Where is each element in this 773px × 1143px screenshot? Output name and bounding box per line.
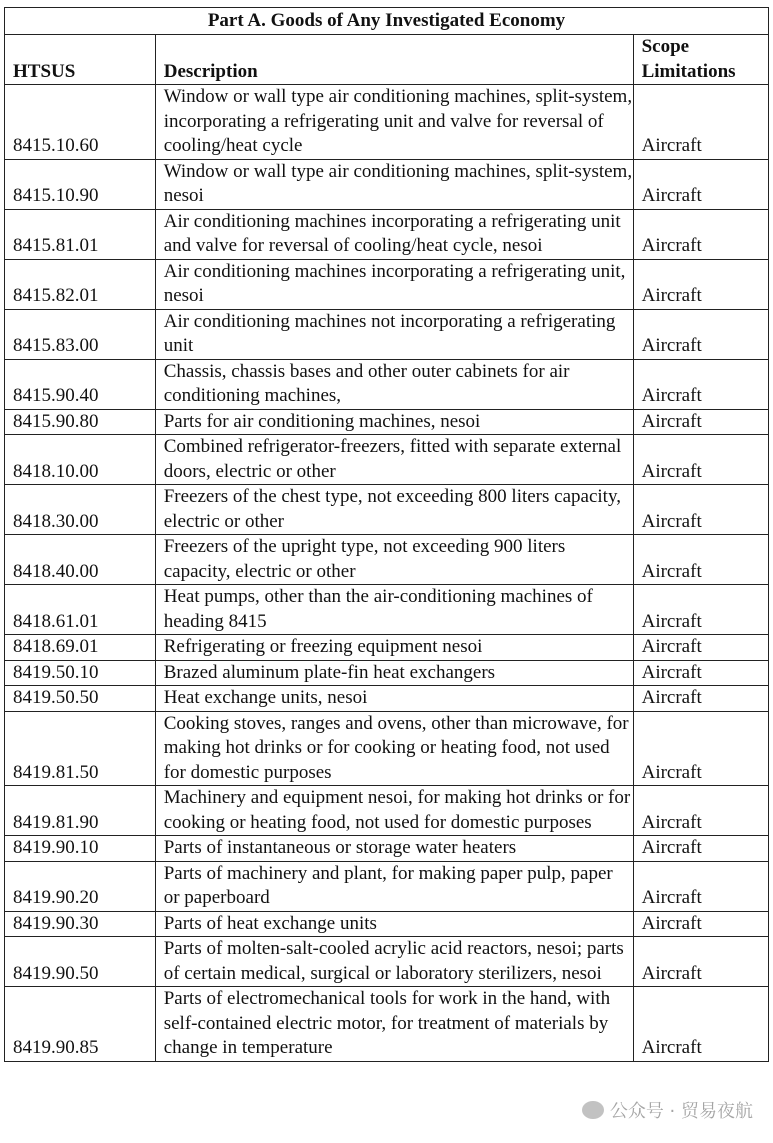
wechat-icon (582, 1101, 604, 1119)
table-row (5, 987, 769, 1062)
description-cell: Air conditioning machines not incorporating a refrigerating unit (155, 309, 633, 359)
table-row (5, 159, 769, 209)
scope-limitation-cell: Aircraft (633, 786, 768, 836)
scope-limitation-cell: Aircraft (633, 635, 768, 661)
table-row (5, 259, 769, 309)
htsus-code-cell: 8419.90.10 (5, 836, 156, 862)
table-row (5, 409, 769, 435)
description-cell: Parts of machinery and plant, for making paper pulp, paper or paperboard (155, 861, 633, 911)
watermark (582, 1097, 753, 1123)
htsus-code-cell: 8419.50.10 (5, 660, 156, 686)
htsus-code-cell: 8419.81.90 (5, 786, 156, 836)
header-scope-limitations: Scope Limitations (633, 35, 768, 85)
scope-limitation-cell: Aircraft (633, 309, 768, 359)
htsus-code-cell: 8415.81.01 (5, 209, 156, 259)
htsus-code-cell: 8419.90.85 (5, 987, 156, 1062)
htsus-code-cell: 8415.90.40 (5, 359, 156, 409)
description-cell: Parts of electromechanical tools for work in the hand, with self-contained electric motor, for treatment of materials by change in temperature (155, 987, 633, 1062)
header-htsus: HTSUS (5, 35, 156, 85)
table-row (5, 359, 769, 409)
description-cell: Machinery and equipment nesoi, for making hot drinks or for cooking or heating food, not used for domestic purposes (155, 786, 633, 836)
description-cell: Refrigerating or freezing equipment nesoi (155, 635, 633, 661)
scope-limitation-cell: Aircraft (633, 209, 768, 259)
scope-limitation-cell: Aircraft (633, 435, 768, 485)
description-cell: Parts of instantaneous or storage water heaters (155, 836, 633, 862)
table-row (5, 585, 769, 635)
description-cell: Heat exchange units, nesoi (155, 686, 633, 712)
htsus-code-cell: 8415.10.90 (5, 159, 156, 209)
description-cell: Parts of molten-salt-cooled acrylic acid reactors, nesoi; parts of certain medical, surgical or laboratory sterilizers, nesoi (155, 937, 633, 987)
htsus-code-cell: 8418.69.01 (5, 635, 156, 661)
watermark-text: 公众号 · 贸易夜航 (609, 1101, 753, 1122)
table-body (5, 85, 769, 1062)
description-cell: Freezers of the upright type, not exceeding 900 liters capacity, electric or other (155, 535, 633, 585)
htsus-code-cell: 8419.90.20 (5, 861, 156, 911)
description-cell: Brazed aluminum plate-fin heat exchangers (155, 660, 633, 686)
description-cell: Chassis, chassis bases and other outer cabinets for air conditioning machines, (155, 359, 633, 409)
description-cell: Air conditioning machines incorporating a refrigerating unit, nesoi (155, 259, 633, 309)
htsus-code-cell: 8418.30.00 (5, 485, 156, 535)
scope-limitation-cell: Aircraft (633, 660, 768, 686)
table-row (5, 861, 769, 911)
scope-limitation-cell: Aircraft (633, 409, 768, 435)
scope-limitation-cell: Aircraft (633, 987, 768, 1062)
description-cell: Freezers of the chest type, not exceeding 800 liters capacity, electric or other (155, 485, 633, 535)
htsus-code-cell: 8415.83.00 (5, 309, 156, 359)
table-row (5, 911, 769, 937)
description-cell: Window or wall type air conditioning machines, split-system, incorporating a refrigerating unit and valve for reversal of cooling/heat cycle (155, 85, 633, 160)
table-row (5, 535, 769, 585)
table-title: Part A. Goods of Any Investigated Economy (5, 8, 769, 35)
scope-limitation-cell: Aircraft (633, 85, 768, 160)
htsus-code-cell: 8418.40.00 (5, 535, 156, 585)
htsus-code-cell: 8415.10.60 (5, 85, 156, 160)
htsus-code-cell: 8418.61.01 (5, 585, 156, 635)
scope-limitation-cell: Aircraft (633, 359, 768, 409)
table-row (5, 485, 769, 535)
header-description: Description (155, 35, 633, 85)
scope-limitation-cell: Aircraft (633, 861, 768, 911)
htsus-table (4, 7, 769, 1062)
htsus-code-cell: 8419.90.50 (5, 937, 156, 987)
table-row (5, 686, 769, 712)
htsus-code-cell: 8419.50.50 (5, 686, 156, 712)
table-row (5, 435, 769, 485)
htsus-code-cell: 8415.90.80 (5, 409, 156, 435)
table-row (5, 937, 769, 987)
scope-limitation-cell: Aircraft (633, 585, 768, 635)
description-cell: Parts for air conditioning machines, nesoi (155, 409, 633, 435)
table-row (5, 635, 769, 661)
table-row (5, 786, 769, 836)
scope-limitation-cell: Aircraft (633, 686, 768, 712)
htsus-code-cell: 8415.82.01 (5, 259, 156, 309)
table-row (5, 836, 769, 862)
description-cell: Parts of heat exchange units (155, 911, 633, 937)
scope-limitation-cell: Aircraft (633, 937, 768, 987)
scope-limitation-cell: Aircraft (633, 836, 768, 862)
scope-limitation-cell: Aircraft (633, 911, 768, 937)
description-cell: Window or wall type air conditioning machines, split-system, nesoi (155, 159, 633, 209)
scope-limitation-cell: Aircraft (633, 159, 768, 209)
table-row (5, 209, 769, 259)
table-header-row (5, 35, 769, 85)
scope-limitation-cell: Aircraft (633, 535, 768, 585)
htsus-code-cell: 8419.90.30 (5, 911, 156, 937)
description-cell: Cooking stoves, ranges and ovens, other than microwave, for making hot drinks or for cooking or heating food, not used for domestic purposes (155, 711, 633, 786)
htsus-code-cell: 8418.10.00 (5, 435, 156, 485)
scope-limitation-cell: Aircraft (633, 259, 768, 309)
htsus-code-cell: 8419.81.50 (5, 711, 156, 786)
document-page (4, 7, 769, 1062)
description-cell: Heat pumps, other than the air-conditioning machines of heading 8415 (155, 585, 633, 635)
table-row (5, 711, 769, 786)
description-cell: Combined refrigerator-freezers, fitted with separate external doors, electric or other (155, 435, 633, 485)
table-row (5, 85, 769, 160)
table-row (5, 660, 769, 686)
scope-limitation-cell: Aircraft (633, 711, 768, 786)
table-row (5, 309, 769, 359)
description-cell: Air conditioning machines incorporating a refrigerating unit and valve for reversal of cooling/heat cycle, nesoi (155, 209, 633, 259)
scope-limitation-cell: Aircraft (633, 485, 768, 535)
